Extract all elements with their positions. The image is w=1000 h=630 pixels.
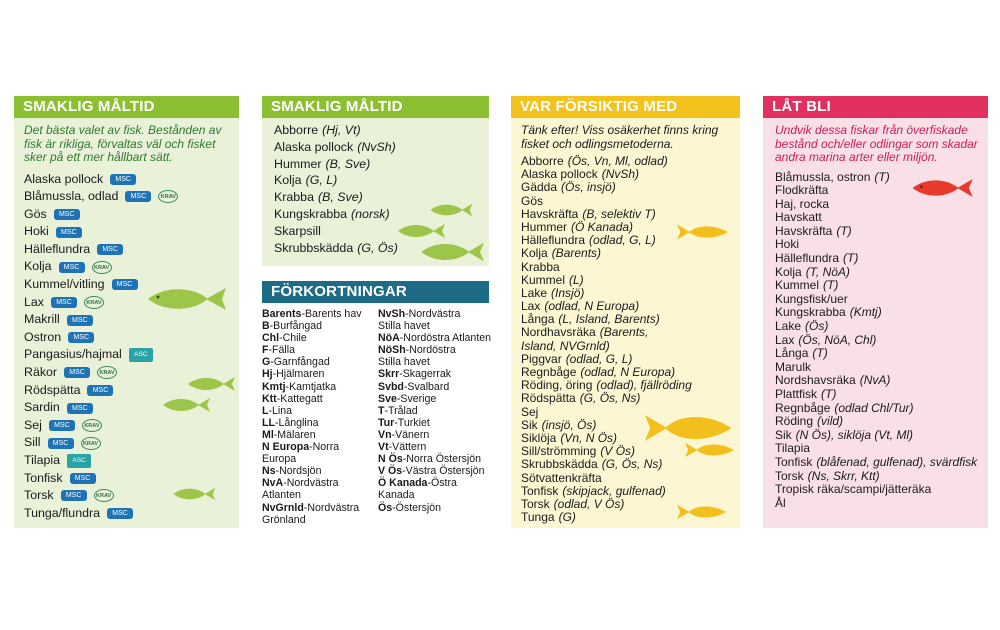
fish-name: Tilapia (24, 453, 61, 467)
abbreviation-entry: N Ös-Norra Östersjön (378, 453, 482, 466)
fish-qualifier: (G, Ös, Ns) (579, 391, 641, 406)
list-item (775, 483, 988, 497)
fish-qualifier: (Ös, insjö) (561, 180, 616, 195)
abbreviation-entry: Ös-Östersjön (378, 501, 442, 514)
krav-label-icon: KRAV (158, 190, 178, 203)
fish-qualifier: (skipjack, gulfenad) (562, 483, 666, 498)
fish-name: Havskräfta (775, 223, 833, 238)
fish-qualifier: (L, Island, Barents) (558, 312, 660, 327)
list-item (775, 279, 988, 293)
fish-name: Plattfisk (775, 387, 818, 401)
abbr-list-right (378, 308, 491, 514)
fish-qualifier: (Ö Kanada) (571, 219, 634, 234)
fish-qualifier: (B, Sve) (317, 190, 363, 205)
abbreviation-entry: Ns-Nordsjön (262, 465, 322, 478)
fish-qualifier: Island, NVGrnld) (521, 338, 610, 353)
fish-icon (160, 396, 212, 414)
list-item (521, 392, 740, 405)
fish-name: Långa (521, 312, 555, 327)
fish-qualifier: (odlad Chl/Tur) (834, 400, 914, 415)
fish-qualifier: (odlad, G, L) (565, 351, 633, 366)
list-item (775, 402, 988, 416)
list-item (775, 497, 988, 511)
list-item (24, 417, 239, 435)
list-item (775, 293, 988, 307)
fish-name: Sej (521, 404, 539, 419)
col1-fish-list (24, 171, 239, 523)
msc-label-icon: MSC (68, 332, 94, 343)
fish-name: Sardin (24, 400, 60, 415)
fish-icon (170, 486, 218, 502)
fish-name: Sill/strömming (521, 444, 597, 459)
abbreviation-entry: N Europa-Norra (262, 441, 340, 454)
fish-name: Nordshavsräka (775, 373, 856, 388)
col4-header: LÅT BLI (763, 96, 988, 118)
msc-label-icon: MSC (70, 473, 96, 484)
fish-name: Havskatt (775, 210, 822, 225)
abbreviation-entry: Hj-Hjälmaren (262, 368, 325, 381)
fish-qualifier: (T) (823, 278, 839, 293)
fish-qualifier: (NvSh) (601, 167, 640, 182)
msc-label-icon: MSC (110, 174, 136, 185)
msc-label-icon: MSC (97, 244, 123, 255)
fish-icon (186, 375, 236, 393)
fish-qualifier: (norsk) (351, 206, 390, 221)
fish-qualifier: (T) (843, 251, 859, 266)
fish-name: Gädda (521, 180, 558, 195)
list-item (24, 434, 239, 452)
abbreviation-entry: Atlanten (262, 489, 301, 502)
fish-qualifier: (Hj, Vt) (322, 123, 361, 137)
fish-name: Kummel/vitling (24, 277, 105, 292)
msc-label-icon: MSC (49, 420, 75, 431)
list-item (24, 505, 239, 523)
abbreviation-entry: B-Burfångad (262, 320, 323, 333)
abbreviation-entry: F-Fälla (262, 344, 295, 357)
fish-name: Abborre (274, 123, 319, 137)
abbreviation-entry: Sve-Sverige (378, 392, 437, 405)
krav-label-icon: KRAV (84, 296, 104, 309)
fish-name: Hoki (24, 224, 49, 239)
list-item (775, 470, 988, 484)
fish-name: Skrubbskädda (274, 240, 354, 255)
list-item (24, 258, 239, 276)
abbreviation-entry: Europa (262, 453, 297, 466)
fish-name: Gös (24, 206, 47, 221)
list-item (521, 458, 740, 471)
fish-name: Sej (24, 417, 42, 432)
list-item (775, 456, 988, 470)
list-item (775, 374, 988, 388)
fish-name: Hälleflundra (521, 233, 586, 248)
list-item (775, 388, 988, 402)
abbreviation-entry: Stilla havet (378, 356, 430, 369)
list-item (775, 306, 988, 320)
fish-qualifier: (N Ös), siklöja (Vt, Ml) (795, 427, 914, 442)
krav-label-icon: KRAV (94, 489, 114, 502)
fish-icon (676, 222, 730, 242)
fish-name: Tunga (521, 510, 555, 525)
fish-qualifier: (insjö, Ös) (541, 417, 597, 432)
list-item (775, 415, 988, 429)
fish-name: Regnbåge (775, 400, 831, 415)
fish-name: Lax (24, 294, 44, 309)
fish-name: Gös (521, 193, 544, 208)
fish-name: Lake (521, 285, 548, 300)
fish-name: Blåmussla, odlad (24, 189, 119, 204)
list-item (775, 361, 988, 375)
abbreviation-entry: Svbd-Svalbard (378, 380, 450, 393)
fish-name: Kummel (521, 272, 566, 287)
fish-icon (396, 222, 446, 240)
fish-name: Siklöja (521, 430, 557, 445)
fish-name: Långa (775, 346, 809, 361)
msc-label-icon: MSC (56, 227, 82, 238)
list-item (775, 334, 988, 348)
list-item (24, 223, 239, 241)
abbreviation-entry: Vt-Vättern (378, 441, 427, 454)
list-item (521, 195, 740, 208)
list-item (274, 223, 489, 240)
fish-qualifier: (T) (874, 169, 890, 184)
abbreviation-entry: G-Garnfångad (262, 356, 330, 369)
fish-name: Kungskrabba (775, 305, 846, 320)
msc-label-icon: MSC (67, 315, 93, 326)
fish-qualifier: (Barents) (551, 246, 602, 261)
msc-label-icon: MSC (48, 438, 74, 449)
fish-qualifier: (odlad, V Ös) (553, 496, 625, 511)
fish-icon (676, 502, 728, 522)
col3-intro: Tänk efter! Viss osäkerhet finns kring fisket och odlingsmetoderna. (521, 123, 719, 151)
list-item (24, 241, 239, 259)
fish-qualifier: (odlad), fjällröding (596, 378, 692, 393)
fish-name: Havskräfta (521, 206, 579, 221)
fish-name: Sik (775, 427, 792, 442)
list-item (24, 171, 239, 189)
list-item (24, 188, 239, 206)
asc-label-icon: ASC (67, 454, 91, 468)
list-item (274, 172, 489, 189)
fish-name: Kungsfisk/uer (775, 291, 848, 306)
abbreviation-entry: T-Trålad (378, 404, 418, 417)
abbreviation-entry: Barents-Barents hav (262, 308, 362, 320)
fish-name: Marulk (775, 359, 812, 374)
fish-qualifier: (G) (558, 510, 576, 525)
fish-name: Kolja (775, 264, 802, 279)
col3-fish-list (521, 155, 740, 524)
list-item (521, 181, 740, 194)
list-item (274, 139, 489, 156)
list-item (521, 274, 740, 287)
abbr-list-left (262, 308, 362, 526)
fish-name: Kolja (24, 259, 52, 274)
abbreviation-entry: Ö Kanada-Östra (378, 477, 457, 490)
fish-name: Hummer (521, 219, 568, 234)
fish-qualifier: (L) (569, 272, 584, 287)
col3-header: VAR FÖRSIKTIG MED (511, 96, 740, 118)
col2-fish-list (274, 122, 489, 256)
fish-name: Sötvattenkräfta (521, 470, 602, 485)
fish-name: Regnbåge (521, 365, 577, 379)
abbreviation-entry: NöSh-Nordöstra (378, 344, 456, 357)
abbreviation-entry: L-Lina (262, 404, 293, 417)
fish-name: Tonfisk (24, 470, 63, 485)
fish-name: Lake (775, 319, 802, 334)
col1-intro: Det bästa valet av fisk. Bestånden av fisk är rikliga, förvaltas väl och fisket sker på ett mer hållbart sätt. (24, 123, 222, 164)
col4-intro: Undvik dessa fiskar från överfiskade bestånd och/eller odlingar som skadar andra marina arter eller miljön. (775, 123, 978, 164)
col1-panel (14, 118, 239, 528)
fish-qualifier: (T) (821, 387, 837, 401)
list-item (521, 261, 740, 274)
msc-label-icon: MSC (67, 403, 93, 414)
asc-label-icon: ASC (129, 348, 153, 362)
fish-name: Lax (521, 299, 541, 314)
fish-qualifier: (B, Sve) (325, 156, 371, 171)
msc-label-icon: MSC (87, 385, 113, 396)
list-item (24, 452, 239, 470)
fish-qualifier: (T, NöA) (805, 264, 850, 279)
fish-name: Alaska pollock (24, 171, 104, 186)
abbreviation-entry: Kmtj-Kamtjatka (262, 380, 337, 393)
fish-qualifier: (G, Ös, Ns) (601, 457, 663, 472)
fish-qualifier: (Ös, NöA, Chl) (798, 332, 877, 347)
abbreviation-entry: LL-Långlina (262, 416, 319, 429)
list-item (775, 238, 988, 252)
fish-name: Kungskrabba (274, 206, 348, 221)
abbreviation-entry: NvGrnld-Nordvästra (262, 501, 360, 514)
fish-name: Hälleflundra (775, 251, 840, 266)
list-item (775, 211, 988, 225)
msc-label-icon: MSC (61, 490, 87, 501)
fish-name: Krabba (274, 190, 314, 205)
fish-name: Haj, rocka (775, 196, 830, 211)
abbr-header: FÖRKORTNINGAR (262, 281, 489, 303)
fish-name: Torsk (24, 488, 54, 503)
fish-name: Tonfisk (775, 454, 813, 469)
fish-name: Lax (775, 332, 795, 347)
fish-icon (684, 440, 736, 460)
fish-icon (146, 284, 228, 314)
abbreviation-entry: Grönland (262, 513, 306, 526)
fish-name: Kolja (274, 173, 302, 188)
fish-name: Flodkräfta (775, 183, 829, 198)
msc-label-icon: MSC (125, 191, 151, 202)
fish-name: Kummel (775, 278, 820, 293)
fish-name: Alaska pollock (521, 167, 598, 182)
abbreviation-entry: NöA-Nordöstra Atlanten (378, 332, 492, 345)
fish-icon (910, 175, 974, 201)
fish-name: Sill (24, 435, 41, 450)
krav-label-icon: KRAV (82, 419, 102, 432)
list-item (521, 340, 740, 353)
fish-qualifier: (NvA) (859, 373, 891, 388)
fish-qualifier: (odlad, N Europa) (580, 365, 676, 379)
fish-name: Rödspätta (24, 382, 81, 397)
fish-name: Hummer (274, 156, 322, 171)
fish-name: Tonfisk (521, 483, 559, 498)
fish-qualifier: (odlad, G, L) (589, 233, 656, 248)
fish-icon (428, 202, 474, 218)
list-item (775, 429, 988, 443)
fish-name: Tilapia (775, 441, 810, 456)
msc-label-icon: MSC (64, 367, 90, 378)
fish-name: Hoki (775, 237, 800, 252)
list-item (775, 266, 988, 280)
abbreviation-entry: Ktt-Kattegatt (262, 392, 323, 405)
fish-qualifier: (Insjö) (551, 285, 585, 300)
fish-name: Nordhavsräka (521, 325, 596, 340)
fish-name: Torsk (775, 468, 804, 483)
fish-name: Abborre (521, 154, 564, 168)
col4-fish-list (775, 171, 988, 511)
fish-qualifier: (Barents, (599, 325, 649, 340)
fish-name: Blåmussla, ostron (775, 169, 871, 184)
list-item (521, 326, 740, 339)
fish-name: Röding (775, 414, 814, 429)
col1-header: SMAKLIG MÅLTID (14, 96, 239, 118)
abbreviation-entry: Stilla havet (378, 320, 430, 333)
fish-qualifier: (G, L) (305, 173, 338, 188)
fish-name: Rödspätta (521, 391, 576, 406)
list-item (521, 472, 740, 485)
fish-qualifier: (odlad, N Europa) (544, 299, 640, 314)
list-item (521, 247, 740, 260)
fish-qualifier: (G, Ös) (357, 240, 398, 255)
fish-name: Tropisk räka/scampi/jätteräka (775, 482, 932, 497)
col3-panel (511, 118, 740, 528)
msc-label-icon: MSC (59, 262, 85, 273)
fish-name: Sik (521, 417, 538, 432)
abbreviation-entry: Vn-Vänern (378, 428, 430, 441)
list-item (274, 156, 489, 173)
fish-name: Krabba (521, 259, 560, 274)
msc-label-icon: MSC (51, 297, 77, 308)
list-item (24, 329, 239, 347)
fish-qualifier: (T) (836, 223, 852, 238)
list-item (775, 252, 988, 266)
list-item (521, 208, 740, 221)
fish-qualifier: (Kmtj) (849, 305, 882, 320)
col2-header: SMAKLIG MÅLTID (262, 96, 489, 118)
fish-name: Piggvar (521, 351, 562, 366)
fish-name: Pangasius/hajmal (24, 347, 122, 362)
list-item (24, 206, 239, 224)
abbreviation-entry: V Ös-Västra Östersjön (378, 465, 485, 478)
fish-name: Ål (775, 495, 786, 510)
msc-label-icon: MSC (112, 279, 138, 290)
fish-name: Makrill (24, 312, 60, 327)
abbreviation-entry: NvA-Nordvästra (262, 477, 339, 490)
fish-name: Alaska pollock (274, 139, 354, 154)
fish-name: Kolja (521, 246, 548, 261)
fish-qualifier: (Ös, Vn, Ml, odlad) (567, 154, 668, 168)
fish-qualifier: (blåfenad, gulfenad), svärdfisk (816, 454, 978, 469)
fish-qualifier: (NvSh) (357, 139, 396, 154)
fish-name: Ostron (24, 329, 62, 344)
fish-name: Hälleflundra (24, 241, 91, 256)
krav-label-icon: KRAV (97, 366, 117, 379)
list-item (24, 346, 239, 364)
fish-qualifier: (Vn, N Ös) (560, 430, 618, 445)
fish-name: Skarpsill (274, 223, 321, 238)
list-item (775, 320, 988, 334)
fish-name: Röding, öring (521, 378, 593, 393)
msc-label-icon: MSC (54, 209, 80, 220)
abbreviation-entry: NvSh-Nordvästra (378, 308, 461, 320)
fish-qualifier: (T) (812, 346, 828, 361)
list-item (274, 122, 489, 139)
fish-qualifier: (V Ös) (600, 444, 636, 459)
krav-label-icon: KRAV (81, 437, 101, 450)
abbreviation-entry: Ml-Mälaren (262, 428, 316, 441)
fish-name: Räkor (24, 365, 58, 380)
fish-qualifier: (Ns, Skrr, Ktt) (807, 468, 880, 483)
fish-name: Skrubbskädda (521, 457, 598, 472)
abbreviation-entry: Chl-Chile (262, 332, 307, 345)
fish-name: Tunga/flundra (24, 505, 101, 520)
fish-name: Torsk (521, 496, 550, 511)
msc-label-icon: MSC (107, 508, 133, 519)
list-item (775, 225, 988, 239)
list-item (521, 485, 740, 498)
fish-icon (418, 240, 486, 264)
list-item (24, 470, 239, 488)
list-item (775, 347, 988, 361)
abbreviation-entry: Kanada (378, 489, 415, 502)
abbreviation-entry: Tur-Turkiet (378, 416, 430, 429)
fish-qualifier: (B, selektiv T) (582, 206, 656, 221)
fish-qualifier: (Ös) (805, 319, 829, 334)
krav-label-icon: KRAV (92, 261, 112, 274)
abbreviation-entry: Skrr-Skagerrak (378, 368, 452, 381)
list-item (775, 442, 988, 456)
fish-qualifier: (vild) (817, 414, 844, 429)
